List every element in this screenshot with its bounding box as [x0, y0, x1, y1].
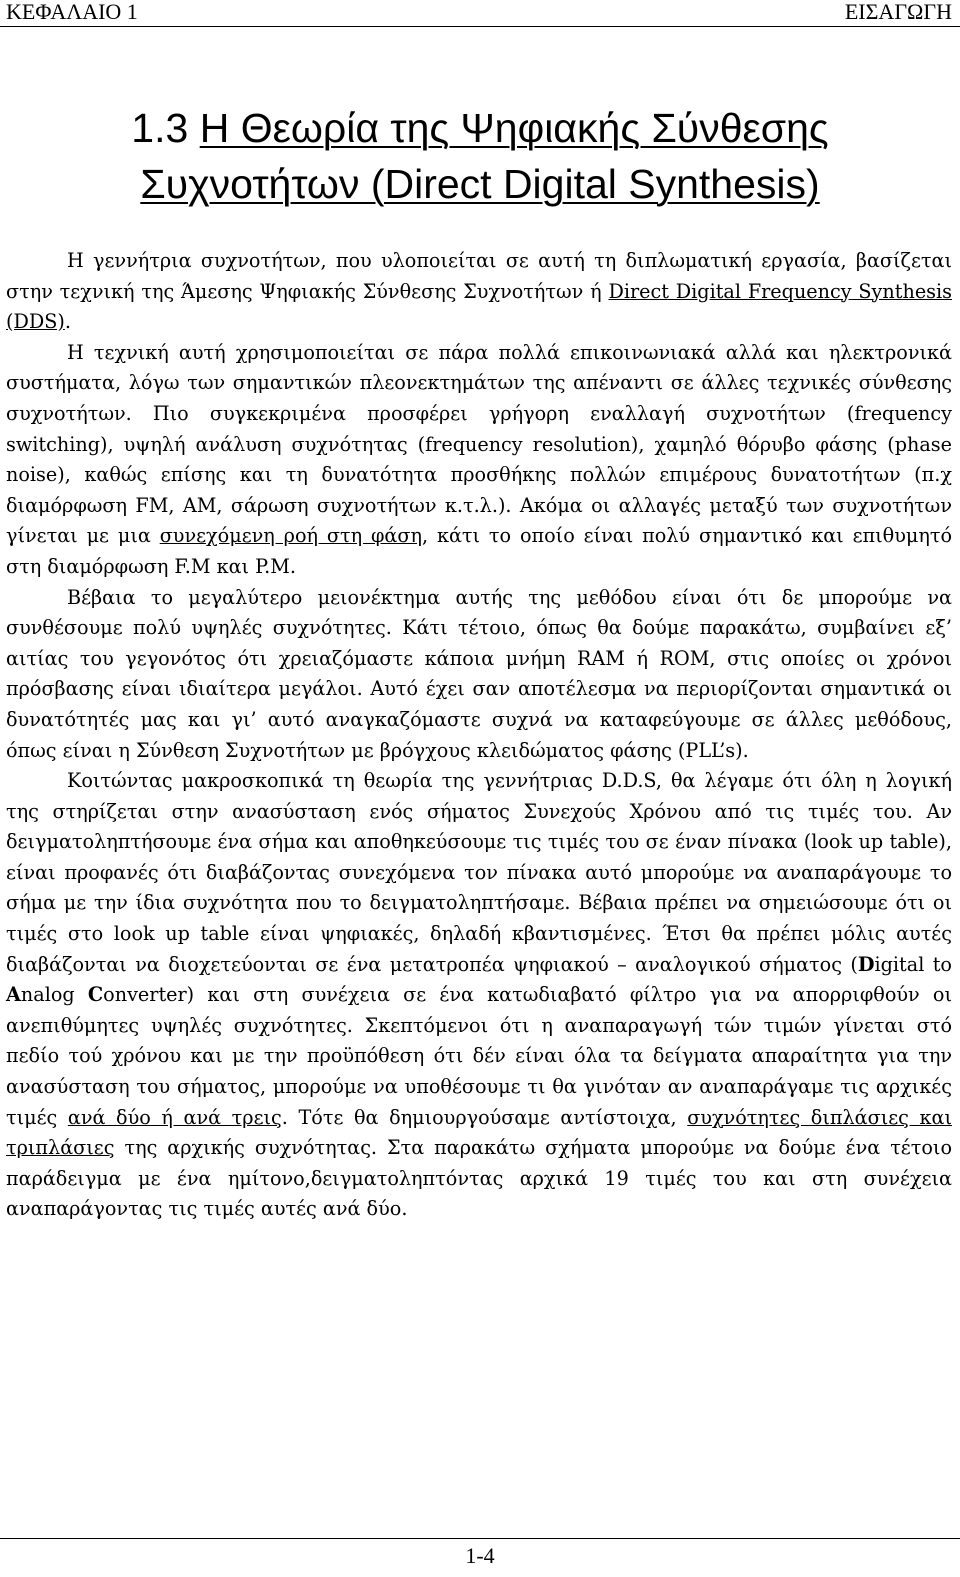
- paragraph-1: [6, 246, 952, 338]
- dac-letter-c: C: [87, 983, 104, 1007]
- page-number: 1-4: [465, 1543, 495, 1568]
- p4-text: Κοιτώντας μακροσκοπικά τη θεωρία της γεννήτριας D.D.S, θα λέγαμε ότι όλη η λογική της στηρίζεται στην ανασύσταση ενός σήματος Συνεχούς Χρόνου από τις τιμές του. Αν δειγματοληπτήσουμε ένα σήμα και αποθηκεύσουμε τις τιμές του σε έναν πίνακα (look up table), είναι προφανές ότι διαβάζοντας συνεχόμενα τον πίνακα αυτό μπορούμε να αναπαράγουμε το σήμα με την ίδια συχνότητα που το δειγματοληπτήσαμε. Βέβαια πρέπει να σημειώσουμε ότι οι τιμές στο look up table είναι ψηφιακές, δηλαδή κβαντισμένες. Έτσι θα πρέπει μόλις αυτές διαβάζονται να διοχετεύονται σε ένα μετατροπέα ψηφιακού – αναλογικού σήματος (: [6, 769, 952, 976]
- paragraph-2: [6, 338, 952, 583]
- page-header: [0, 0, 960, 24]
- every-two-three-term: ανά δύο ή ανά τρεις: [67, 1105, 282, 1129]
- continuous-phase-term: συνεχόμενη ροή στη φάση: [159, 524, 422, 548]
- dds-term: Direct Digital Frequency Synthesis (DDS): [6, 279, 952, 334]
- title-line-1: [0, 100, 960, 156]
- p1-end: .: [64, 310, 71, 334]
- dac-word-analog: nalog: [20, 983, 88, 1007]
- header-divider: [0, 26, 960, 27]
- p1-text: Η γεννήτρια συχνοτήτων, που υλοποιείται σε αυτή τη διπλωματική εργασία, βασίζεται στην τεχνική της Άμεσης Ψηφιακής Σύνθεσης Συχνοτήτων ή: [6, 249, 952, 303]
- section-label: ΕΙΣΑΓΩΓΗ: [844, 0, 952, 24]
- p4-text-4: της αρχικής συχνότητας. Στα παρακάτω σχήματα μπορούμε να δούμε ένα τέτοιο παράδειγμα με ένα ημίτονο,δειγματοληπτόντας αρχικά 19 τιμές του και στη συνέχεια αναπαράγοντας τις τιμές αυτές ανά δύο.: [6, 1136, 952, 1221]
- p4-text-2: onverter) και στη συνέχεια σε ένα κατωδιαβατό φίλτρο για να απορριφθούν οι ανεπιθύμητες υψηλές συχνότητες. Σκεπτόμενοι ότι η αναπαραγωγή τών τιμών γίνεται στό πεδίο τού χρόνου και με την προϋπόθεση ότι δέν είναι όλα τα δείγματα απαραίτητα για την ανασύσταση του σήματος, μπορούμε να υποθέσουμε τι θα γινόταν αν αναπαράγαμε τις αρχικές τιμές: [6, 983, 953, 1129]
- p2-text: Η τεχνική αυτή χρησιμοποιείται σε πάρα πολλά επικοινωνιακά αλλά και ηλεκτρονικά συστήματα, λόγω των σημαντικών πλεονεκτημάτων της απέναντι σε άλλες τεχνικές σύνθεσης συχνοτήτων. Πιο συγκεκριμένα προσφέρει γρήγορη εναλλαγή συχνοτήτων (frequency switching), υψηλή ανάλυση συχνότητας (frequency resolution), χαμηλό θόρυβο φάσης (phase noise), καθώς επίσης και τη δυνατότητα προσθήκης πολλών επιμέρους δυνατοτήτων (π.χ διαμόρφωση FM, AM, σάρωση συχνοτήτων κ.τ.λ.). Ακόμα οι αλλαγές μεταξύ των συχνοτήτων γίνεται με μια: [6, 340, 952, 548]
- double-triple-term: συχνότητες διπλάσιες και τριπλάσιες: [6, 1105, 952, 1160]
- chapter-label: ΚΕΦΑΛΑΙΟ 1: [6, 0, 138, 24]
- title-text-2: Συχνοτήτων (Direct Digital Synthesis): [140, 161, 820, 207]
- body-text: [6, 246, 952, 1225]
- title-text-1: Η Θεωρία της Ψηφιακής Σύνθεσης: [199, 105, 829, 151]
- dac-letter-d: D: [857, 952, 875, 976]
- p2-end: , κάτι το οποίο είναι πολύ σημαντικό και επιθυμητό στη διαμόρφωση F.M και P.M.: [6, 524, 952, 578]
- dac-word-digital: igital to: [874, 952, 952, 976]
- p4-text-3: . Τότε θα δημιουργούσαμε αντίστοιχα,: [281, 1105, 688, 1129]
- section-number: 1.3: [131, 105, 189, 151]
- footer-divider: [0, 1538, 960, 1539]
- paragraph-4: [6, 766, 952, 1225]
- paragraph-3: Βέβαια το μεγαλύτερο μειονέκτημα αυτής της μεθόδου είναι ότι δε μπορούμε να συνθέσουμε πολύ υψηλές συχνότητες. Κάτι τέτοιο, όπως θα δούμε παρακάτω, συμβαίνει εξ’ αιτίας του γεγονότος ότι χρειαζόμαστε κάποια μνήμη RAM ή ROM, στις οποίες οι χρόνοι πρόσβασης είναι ιδιαίτερα μεγάλοι. Αυτό έχει σαν αποτέλεσμα να περιορίζονται σημαντικά οι δυνατότητές μας και γι’ αυτό αναγκαζόμαστε συχνά να καταφεύγουμε σε άλλες μεθόδους, όπως είναι η Σύνθεση Συχνοτήτων με βρόγχους κλειδώματος φάσης (PLL’s).: [6, 585, 952, 762]
- dac-letter-a: A: [6, 983, 21, 1007]
- title-line-2: [0, 156, 960, 212]
- section-title: [0, 100, 960, 212]
